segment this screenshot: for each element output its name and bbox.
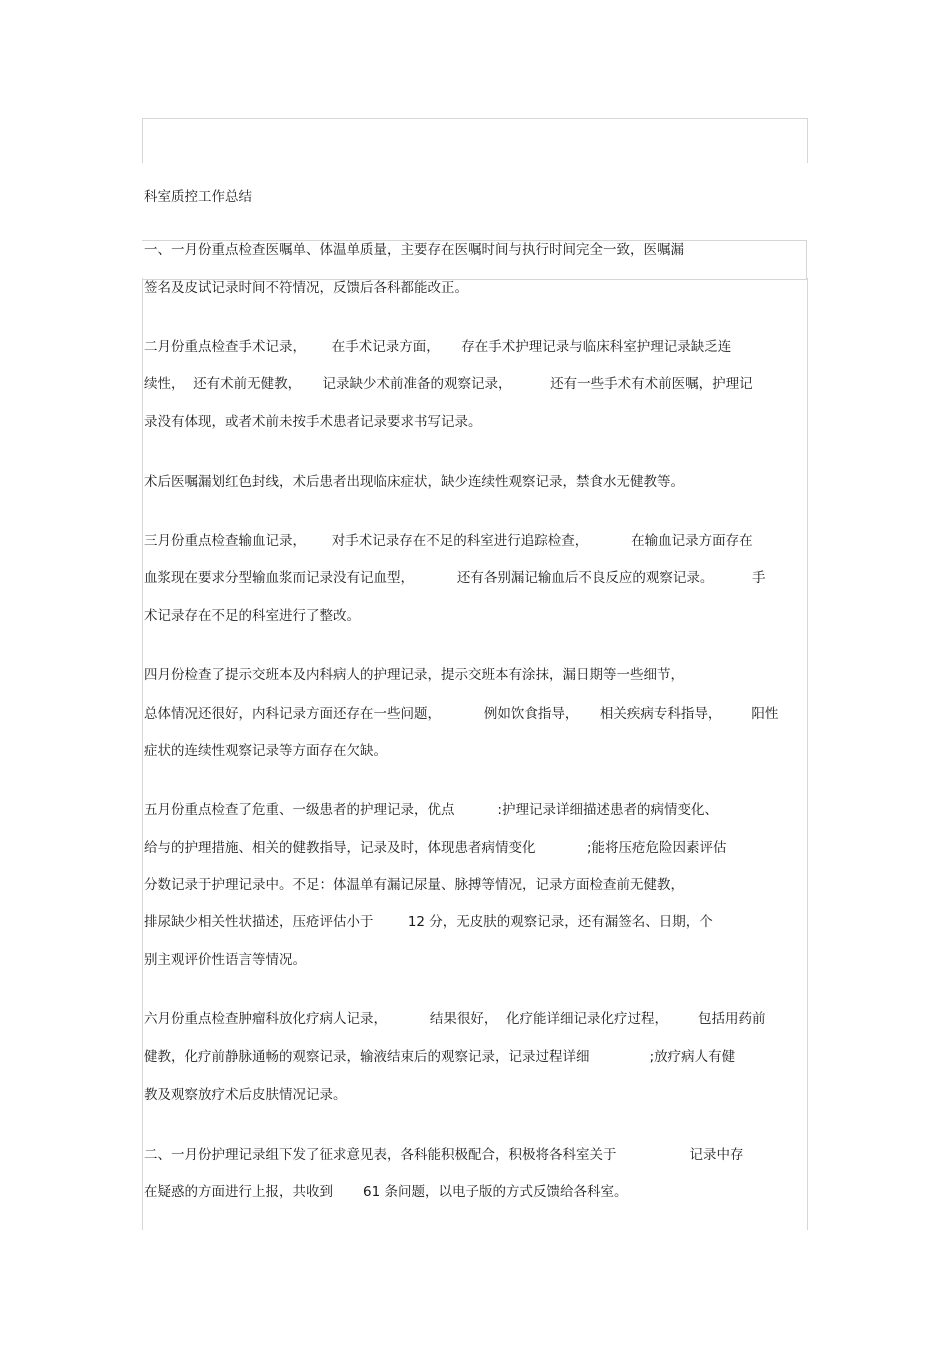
text-line: 一、一月份重点检查医嘱单、体温单质量，主要存在医嘱时间与执行时间完全一致，医嘱漏 [144, 242, 684, 258]
text-line: 分数记录于护理记录中。不足：体温单有漏记尿量、脉搏等情况，记录方面检查前无健教， [144, 877, 684, 893]
text-line: 二、一月份护理记录组下发了征求意见表，各科能积极配合，积极将各科室关于 记录中存 [144, 1147, 744, 1163]
text-line: 给与的护理措施、相关的健教指导，记录及时，体现患者病情变化 ;能将压疮危险因素评估 [144, 840, 727, 856]
document-title: 科室质控工作总结 [144, 189, 252, 205]
text-line: 术后医嘱漏划红色封线，术后患者出现临床症状，缺少连续性观察记录，禁食水无健教等。 [144, 474, 684, 490]
text-line: 签名及皮试记录时间不符情况，反馈后各科都能改正。 [144, 280, 468, 296]
text-line: 二月份重点检查手术记录， 在手术记录方面， 存在手术护理记录与临床科室护理记录缺乏连 [144, 339, 732, 355]
text-line: 四月份检查了提示交班本及内科病人的护理记录，提示交班本有涂抹，漏日期等一些细节， [144, 667, 684, 683]
text-line: 排尿缺少相关性状描述，压疮评估小于 12 分，无皮肤的观察记录，还有漏签名、日期，个 [144, 914, 713, 930]
text-line: 续性， 还有术前无健教， 记录缺少术前准备的观察记录， 还有一些手术有术前医嘱，护理记 [144, 376, 753, 392]
text-line: 录没有体现，或者术前未按手术患者记录要求书写记录。 [144, 414, 482, 430]
text-line: 血浆现在要求分型输血浆而记录没有记血型， 还有各别漏记输血后不良反应的观察记录。 手 [144, 570, 766, 586]
text-line: 术记录存在不足的科室进行了整改。 [144, 608, 360, 624]
text-line: 别主观评价性语言等情况。 [144, 952, 306, 968]
text-line: 教及观察放疗术后皮肤情况记录。 [144, 1087, 347, 1103]
text-line: 五月份重点检查了危重、一级患者的护理记录，优点 :护理记录详细描述患者的病情变化、 [144, 802, 718, 818]
text-line: 在疑惑的方面进行上报，共收到 61 条问题，以电子版的方式反馈给各科室。 [144, 1184, 628, 1200]
page-frame-top [142, 118, 808, 163]
text-line: 健教，化疗前静脉通畅的观察记录，输液结束后的观察记录，记录过程详细 ;放疗病人有健 [144, 1049, 736, 1065]
text-line: 症状的连续性观察记录等方面存在欠缺。 [144, 743, 387, 759]
text-line: 三月份重点检查输血记录， 对手术记录存在不足的科室进行追踪检查， 在输血记录方面存在 [144, 533, 753, 549]
text-line: 六月份重点检查肿瘤科放化疗病人记录， 结果很好， 化疗能详细记录化疗过程， 包括用药前 [144, 1011, 766, 1027]
text-line: 总体情况还很好，内科记录方面还存在一些问题， 例如饮食指导， 相关疾病专科指导， 阳性 [144, 706, 779, 722]
